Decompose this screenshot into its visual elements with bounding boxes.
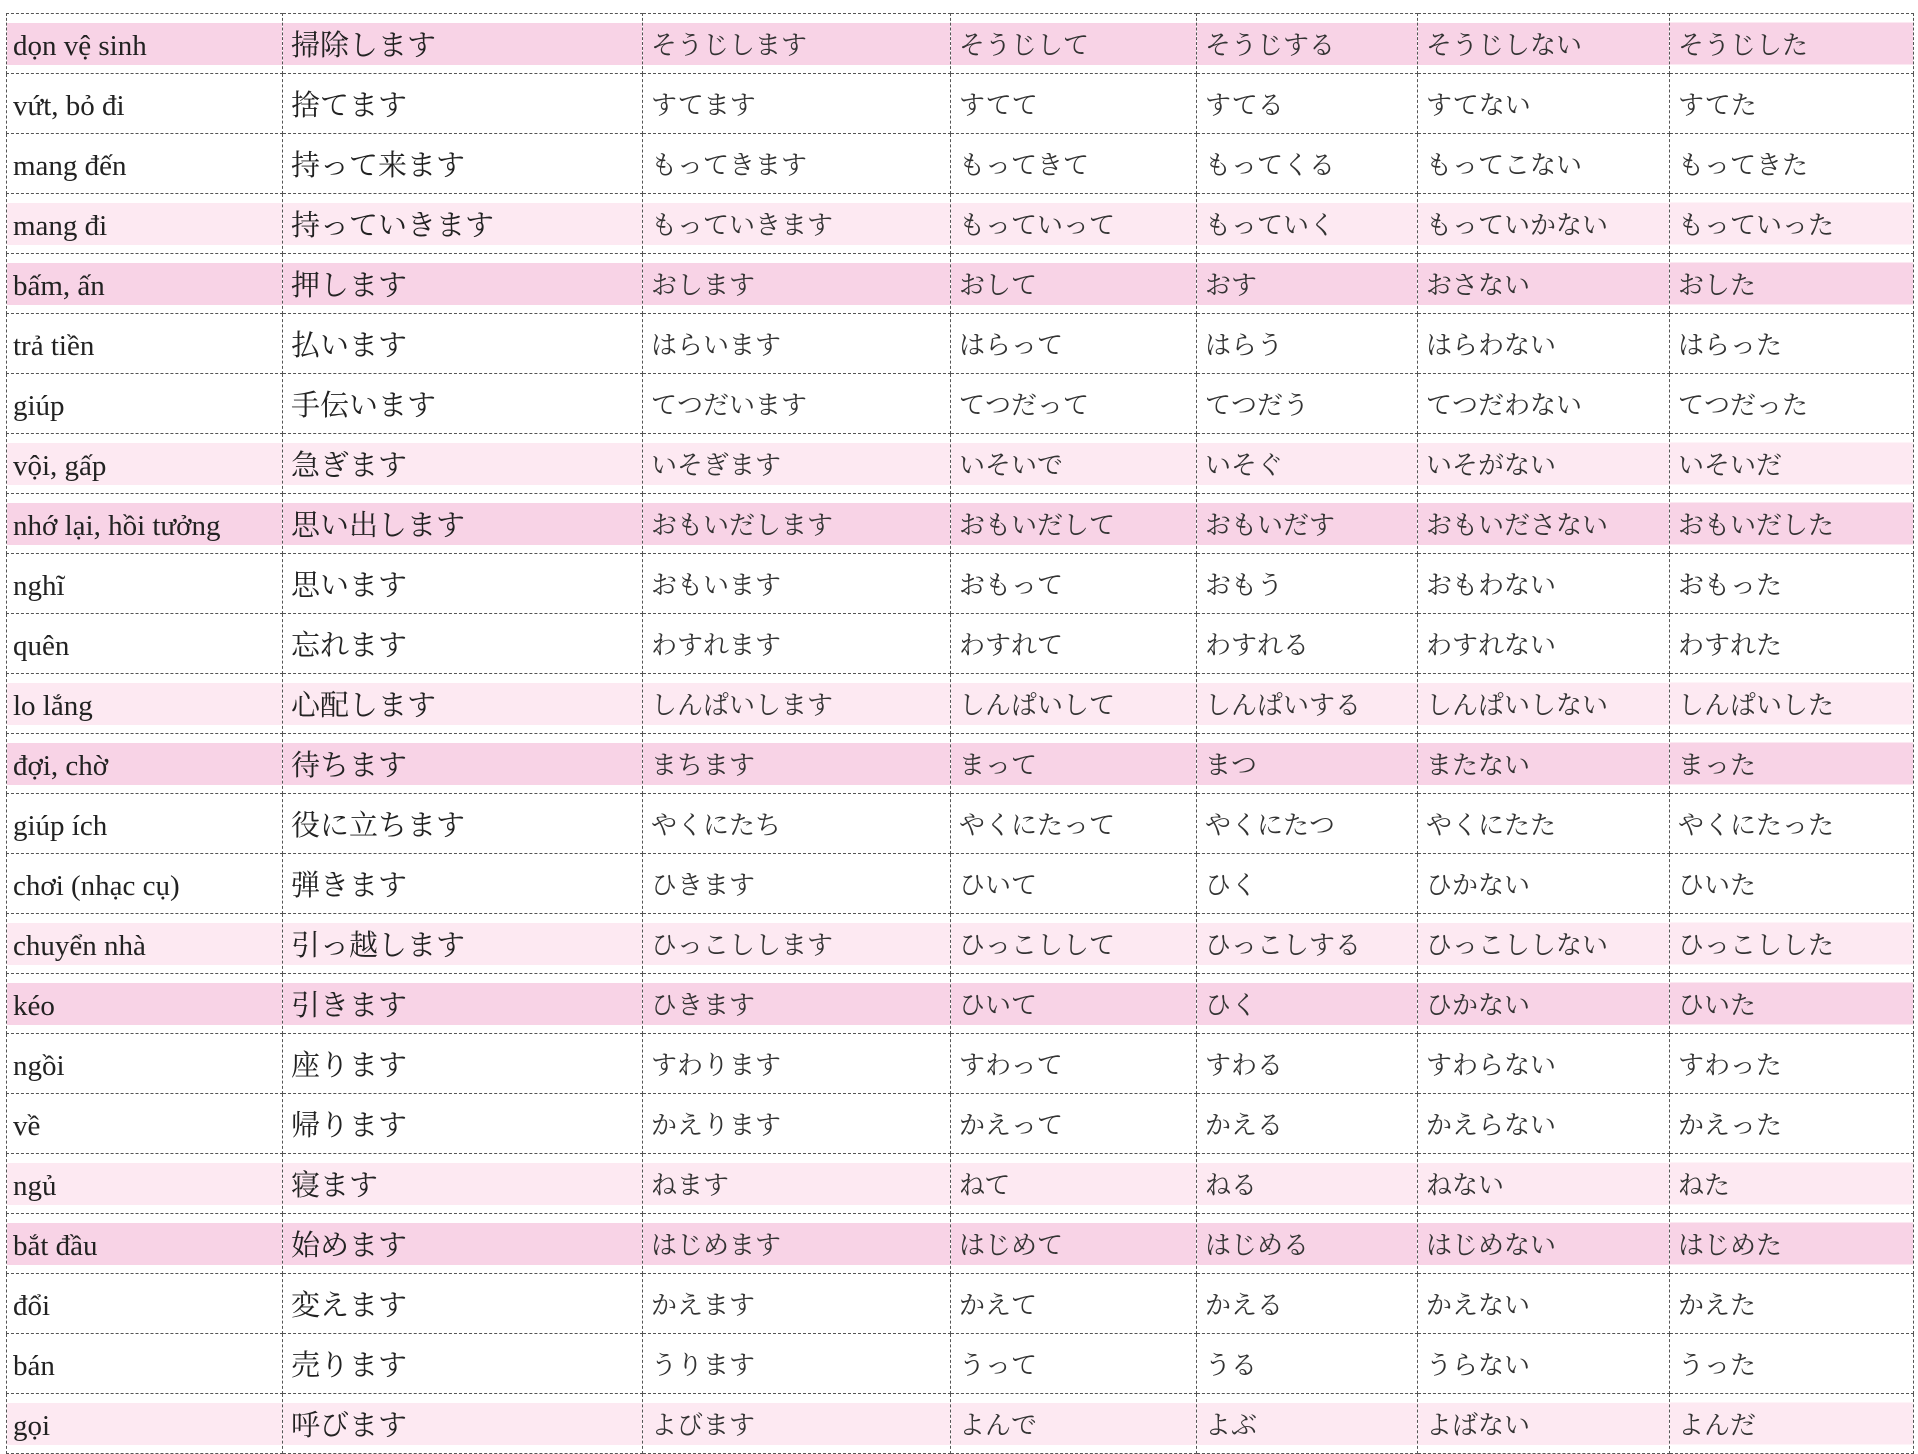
cell-ta-form: もっていった: [1670, 194, 1914, 254]
cell-te-form: わすれて: [951, 614, 1197, 674]
cell-vietnamese-meaning: dọn vệ sinh: [7, 14, 283, 74]
cell-masu-kana: すわります: [643, 1034, 951, 1094]
cell-dictionary-form: おもう: [1197, 554, 1418, 614]
cell-masu-kana: ひっこしします: [643, 914, 951, 974]
cell-te-form: もってきて: [951, 134, 1197, 194]
cell-dictionary-form: てつだう: [1197, 374, 1418, 434]
table-row: [7, 674, 1914, 734]
cell-vietnamese-meaning: lo lắng: [7, 674, 283, 734]
cell-masu-kanji: 売ります: [283, 1334, 643, 1394]
cell-ta-form: おした: [1670, 254, 1914, 314]
cell-vietnamese-meaning: gọi: [7, 1394, 283, 1454]
cell-dictionary-form: まつ: [1197, 734, 1418, 794]
cell-ta-form: はじめた: [1670, 1214, 1914, 1274]
cell-vietnamese-meaning: bán: [7, 1334, 283, 1394]
cell-dictionary-form: すてる: [1197, 74, 1418, 134]
cell-dictionary-form: すわる: [1197, 1034, 1418, 1094]
cell-masu-kanji: 手伝います: [283, 374, 643, 434]
table-row: [7, 14, 1914, 74]
cell-te-form: ひいて: [951, 974, 1197, 1034]
cell-vietnamese-meaning: bắt đầu: [7, 1214, 283, 1274]
table-row: [7, 734, 1914, 794]
cell-nai-form: しんぱいしない: [1418, 674, 1670, 734]
cell-dictionary-form: ひく: [1197, 974, 1418, 1034]
table-row: [7, 554, 1914, 614]
cell-masu-kana: はじめます: [643, 1214, 951, 1274]
cell-te-form: すてて: [951, 74, 1197, 134]
table-row: [7, 494, 1914, 554]
cell-masu-kana: ひきます: [643, 854, 951, 914]
cell-nai-form: すわらない: [1418, 1034, 1670, 1094]
cell-nai-form: てつだわない: [1418, 374, 1670, 434]
cell-ta-form: やくにたった: [1670, 794, 1914, 854]
cell-masu-kana: うります: [643, 1334, 951, 1394]
cell-masu-kana: もっていきます: [643, 194, 951, 254]
table-row: [7, 914, 1914, 974]
cell-masu-kanji: 引っ越します: [283, 914, 643, 974]
table-row: [7, 614, 1914, 674]
cell-ta-form: かえた: [1670, 1274, 1914, 1334]
cell-nai-form: いそがない: [1418, 434, 1670, 494]
cell-vietnamese-meaning: bấm, ấn: [7, 254, 283, 314]
cell-te-form: おもいだして: [951, 494, 1197, 554]
cell-masu-kanji: 思います: [283, 554, 643, 614]
cell-dictionary-form: もっていく: [1197, 194, 1418, 254]
cell-masu-kana: しんぱいします: [643, 674, 951, 734]
cell-dictionary-form: はらう: [1197, 314, 1418, 374]
cell-te-form: まって: [951, 734, 1197, 794]
verb-conjugation-table: [6, 13, 1914, 1454]
cell-nai-form: もっていかない: [1418, 194, 1670, 254]
table-row: [7, 194, 1914, 254]
cell-nai-form: すてない: [1418, 74, 1670, 134]
cell-nai-form: またない: [1418, 734, 1670, 794]
cell-vietnamese-meaning: vứt, bỏ đi: [7, 74, 283, 134]
cell-vietnamese-meaning: đợi, chờ: [7, 734, 283, 794]
cell-masu-kanji: 引きます: [283, 974, 643, 1034]
cell-ta-form: おもいだした: [1670, 494, 1914, 554]
cell-vietnamese-meaning: nghĩ: [7, 554, 283, 614]
cell-ta-form: そうじした: [1670, 14, 1914, 74]
cell-masu-kanji: 帰ります: [283, 1094, 643, 1154]
cell-masu-kana: おもいます: [643, 554, 951, 614]
cell-vietnamese-meaning: ngủ: [7, 1154, 283, 1214]
cell-vietnamese-meaning: chuyển nhà: [7, 914, 283, 974]
table-row: [7, 314, 1914, 374]
cell-dictionary-form: うる: [1197, 1334, 1418, 1394]
table-body: [7, 14, 1914, 1454]
cell-nai-form: ひっこししない: [1418, 914, 1670, 974]
cell-masu-kanji: 捨てます: [283, 74, 643, 134]
cell-vietnamese-meaning: nhớ lại, hồi tưởng: [7, 494, 283, 554]
cell-vietnamese-meaning: quên: [7, 614, 283, 674]
cell-masu-kana: よびます: [643, 1394, 951, 1454]
cell-vietnamese-meaning: về: [7, 1094, 283, 1154]
cell-te-form: てつだって: [951, 374, 1197, 434]
cell-ta-form: ひいた: [1670, 974, 1914, 1034]
cell-vietnamese-meaning: mang đến: [7, 134, 283, 194]
cell-masu-kanji: 待ちます: [283, 734, 643, 794]
cell-te-form: おして: [951, 254, 1197, 314]
cell-masu-kana: そうじします: [643, 14, 951, 74]
cell-ta-form: おもった: [1670, 554, 1914, 614]
cell-masu-kanji: 座ります: [283, 1034, 643, 1094]
cell-ta-form: わすれた: [1670, 614, 1914, 674]
cell-nai-form: わすれない: [1418, 614, 1670, 674]
cell-vietnamese-meaning: ngồi: [7, 1034, 283, 1094]
cell-masu-kanji: 寝ます: [283, 1154, 643, 1214]
cell-masu-kana: はらいます: [643, 314, 951, 374]
table-row: [7, 254, 1914, 314]
cell-dictionary-form: しんぱいする: [1197, 674, 1418, 734]
table-row: [7, 1334, 1914, 1394]
cell-dictionary-form: かえる: [1197, 1274, 1418, 1334]
cell-dictionary-form: ひっこしする: [1197, 914, 1418, 974]
table-row: [7, 1274, 1914, 1334]
cell-ta-form: すわった: [1670, 1034, 1914, 1094]
cell-nai-form: はらわない: [1418, 314, 1670, 374]
cell-te-form: やくにたって: [951, 794, 1197, 854]
cell-masu-kanji: 持って来ます: [283, 134, 643, 194]
cell-masu-kanji: 押します: [283, 254, 643, 314]
cell-nai-form: やくにたた: [1418, 794, 1670, 854]
cell-ta-form: まった: [1670, 734, 1914, 794]
table-row: [7, 1154, 1914, 1214]
cell-masu-kanji: 心配します: [283, 674, 643, 734]
cell-masu-kana: もってきます: [643, 134, 951, 194]
cell-nai-form: ひかない: [1418, 854, 1670, 914]
cell-ta-form: しんぱいした: [1670, 674, 1914, 734]
cell-masu-kanji: 思い出します: [283, 494, 643, 554]
cell-masu-kanji: 忘れます: [283, 614, 643, 674]
cell-te-form: うって: [951, 1334, 1197, 1394]
table-row: [7, 854, 1914, 914]
table-row: [7, 1094, 1914, 1154]
cell-masu-kana: てつだいます: [643, 374, 951, 434]
cell-dictionary-form: おもいだす: [1197, 494, 1418, 554]
cell-te-form: しんぱいして: [951, 674, 1197, 734]
cell-ta-form: ねた: [1670, 1154, 1914, 1214]
cell-dictionary-form: ひく: [1197, 854, 1418, 914]
cell-dictionary-form: おす: [1197, 254, 1418, 314]
cell-vietnamese-meaning: giúp ích: [7, 794, 283, 854]
table-row: [7, 74, 1914, 134]
cell-ta-form: いそいだ: [1670, 434, 1914, 494]
cell-vietnamese-meaning: đổi: [7, 1274, 283, 1334]
cell-masu-kana: おします: [643, 254, 951, 314]
cell-ta-form: うった: [1670, 1334, 1914, 1394]
cell-dictionary-form: わすれる: [1197, 614, 1418, 674]
cell-dictionary-form: かえる: [1197, 1094, 1418, 1154]
cell-te-form: ねて: [951, 1154, 1197, 1214]
cell-te-form: おもって: [951, 554, 1197, 614]
cell-nai-form: よばない: [1418, 1394, 1670, 1454]
cell-ta-form: ひいた: [1670, 854, 1914, 914]
cell-te-form: ひいて: [951, 854, 1197, 914]
cell-te-form: よんで: [951, 1394, 1197, 1454]
cell-masu-kanji: 変えます: [283, 1274, 643, 1334]
cell-masu-kana: すてます: [643, 74, 951, 134]
cell-vietnamese-meaning: kéo: [7, 974, 283, 1034]
cell-nai-form: おもわない: [1418, 554, 1670, 614]
cell-nai-form: ひかない: [1418, 974, 1670, 1034]
cell-vietnamese-meaning: vội, gấp: [7, 434, 283, 494]
cell-ta-form: もってきた: [1670, 134, 1914, 194]
cell-masu-kana: いそぎます: [643, 434, 951, 494]
cell-te-form: すわって: [951, 1034, 1197, 1094]
cell-ta-form: かえった: [1670, 1094, 1914, 1154]
cell-nai-form: もってこない: [1418, 134, 1670, 194]
table-row: [7, 794, 1914, 854]
cell-nai-form: そうじしない: [1418, 14, 1670, 74]
table-row: [7, 134, 1914, 194]
cell-dictionary-form: よぶ: [1197, 1394, 1418, 1454]
cell-dictionary-form: やくにたつ: [1197, 794, 1418, 854]
cell-dictionary-form: もってくる: [1197, 134, 1418, 194]
cell-ta-form: よんだ: [1670, 1394, 1914, 1454]
cell-masu-kanji: 急ぎます: [283, 434, 643, 494]
cell-masu-kana: かえます: [643, 1274, 951, 1334]
cell-te-form: ひっこしして: [951, 914, 1197, 974]
cell-ta-form: はらった: [1670, 314, 1914, 374]
cell-nai-form: おさない: [1418, 254, 1670, 314]
cell-te-form: いそいで: [951, 434, 1197, 494]
cell-masu-kana: ねます: [643, 1154, 951, 1214]
cell-dictionary-form: そうじする: [1197, 14, 1418, 74]
cell-masu-kana: ひきます: [643, 974, 951, 1034]
cell-te-form: もっていって: [951, 194, 1197, 254]
cell-dictionary-form: ねる: [1197, 1154, 1418, 1214]
cell-masu-kanji: 弾きます: [283, 854, 643, 914]
cell-vietnamese-meaning: mang đi: [7, 194, 283, 254]
cell-vietnamese-meaning: trả tiền: [7, 314, 283, 374]
cell-nai-form: ねない: [1418, 1154, 1670, 1214]
cell-masu-kanji: 持っていきます: [283, 194, 643, 254]
cell-nai-form: うらない: [1418, 1334, 1670, 1394]
cell-ta-form: すてた: [1670, 74, 1914, 134]
cell-vietnamese-meaning: giúp: [7, 374, 283, 434]
table-row: [7, 1394, 1914, 1454]
cell-nai-form: はじめない: [1418, 1214, 1670, 1274]
cell-masu-kanji: 払います: [283, 314, 643, 374]
cell-masu-kana: やくにたち: [643, 794, 951, 854]
cell-vietnamese-meaning: chơi (nhạc cụ): [7, 854, 283, 914]
table-row: [7, 974, 1914, 1034]
cell-dictionary-form: いそぐ: [1197, 434, 1418, 494]
cell-te-form: かえて: [951, 1274, 1197, 1334]
cell-masu-kanji: 役に立ちます: [283, 794, 643, 854]
table-row: [7, 1034, 1914, 1094]
cell-ta-form: てつだった: [1670, 374, 1914, 434]
cell-masu-kanji: 始めます: [283, 1214, 643, 1274]
cell-masu-kanji: 掃除します: [283, 14, 643, 74]
cell-te-form: そうじして: [951, 14, 1197, 74]
cell-masu-kana: かえります: [643, 1094, 951, 1154]
cell-dictionary-form: はじめる: [1197, 1214, 1418, 1274]
table-row: [7, 434, 1914, 494]
cell-te-form: はじめて: [951, 1214, 1197, 1274]
cell-nai-form: かえない: [1418, 1274, 1670, 1334]
cell-nai-form: おもいださない: [1418, 494, 1670, 554]
cell-masu-kana: おもいだします: [643, 494, 951, 554]
cell-masu-kana: まちます: [643, 734, 951, 794]
cell-nai-form: かえらない: [1418, 1094, 1670, 1154]
cell-te-form: かえって: [951, 1094, 1197, 1154]
cell-te-form: はらって: [951, 314, 1197, 374]
cell-masu-kanji: 呼びます: [283, 1394, 643, 1454]
cell-masu-kana: わすれます: [643, 614, 951, 674]
cell-ta-form: ひっこしした: [1670, 914, 1914, 974]
table-row: [7, 374, 1914, 434]
table-row: [7, 1214, 1914, 1274]
